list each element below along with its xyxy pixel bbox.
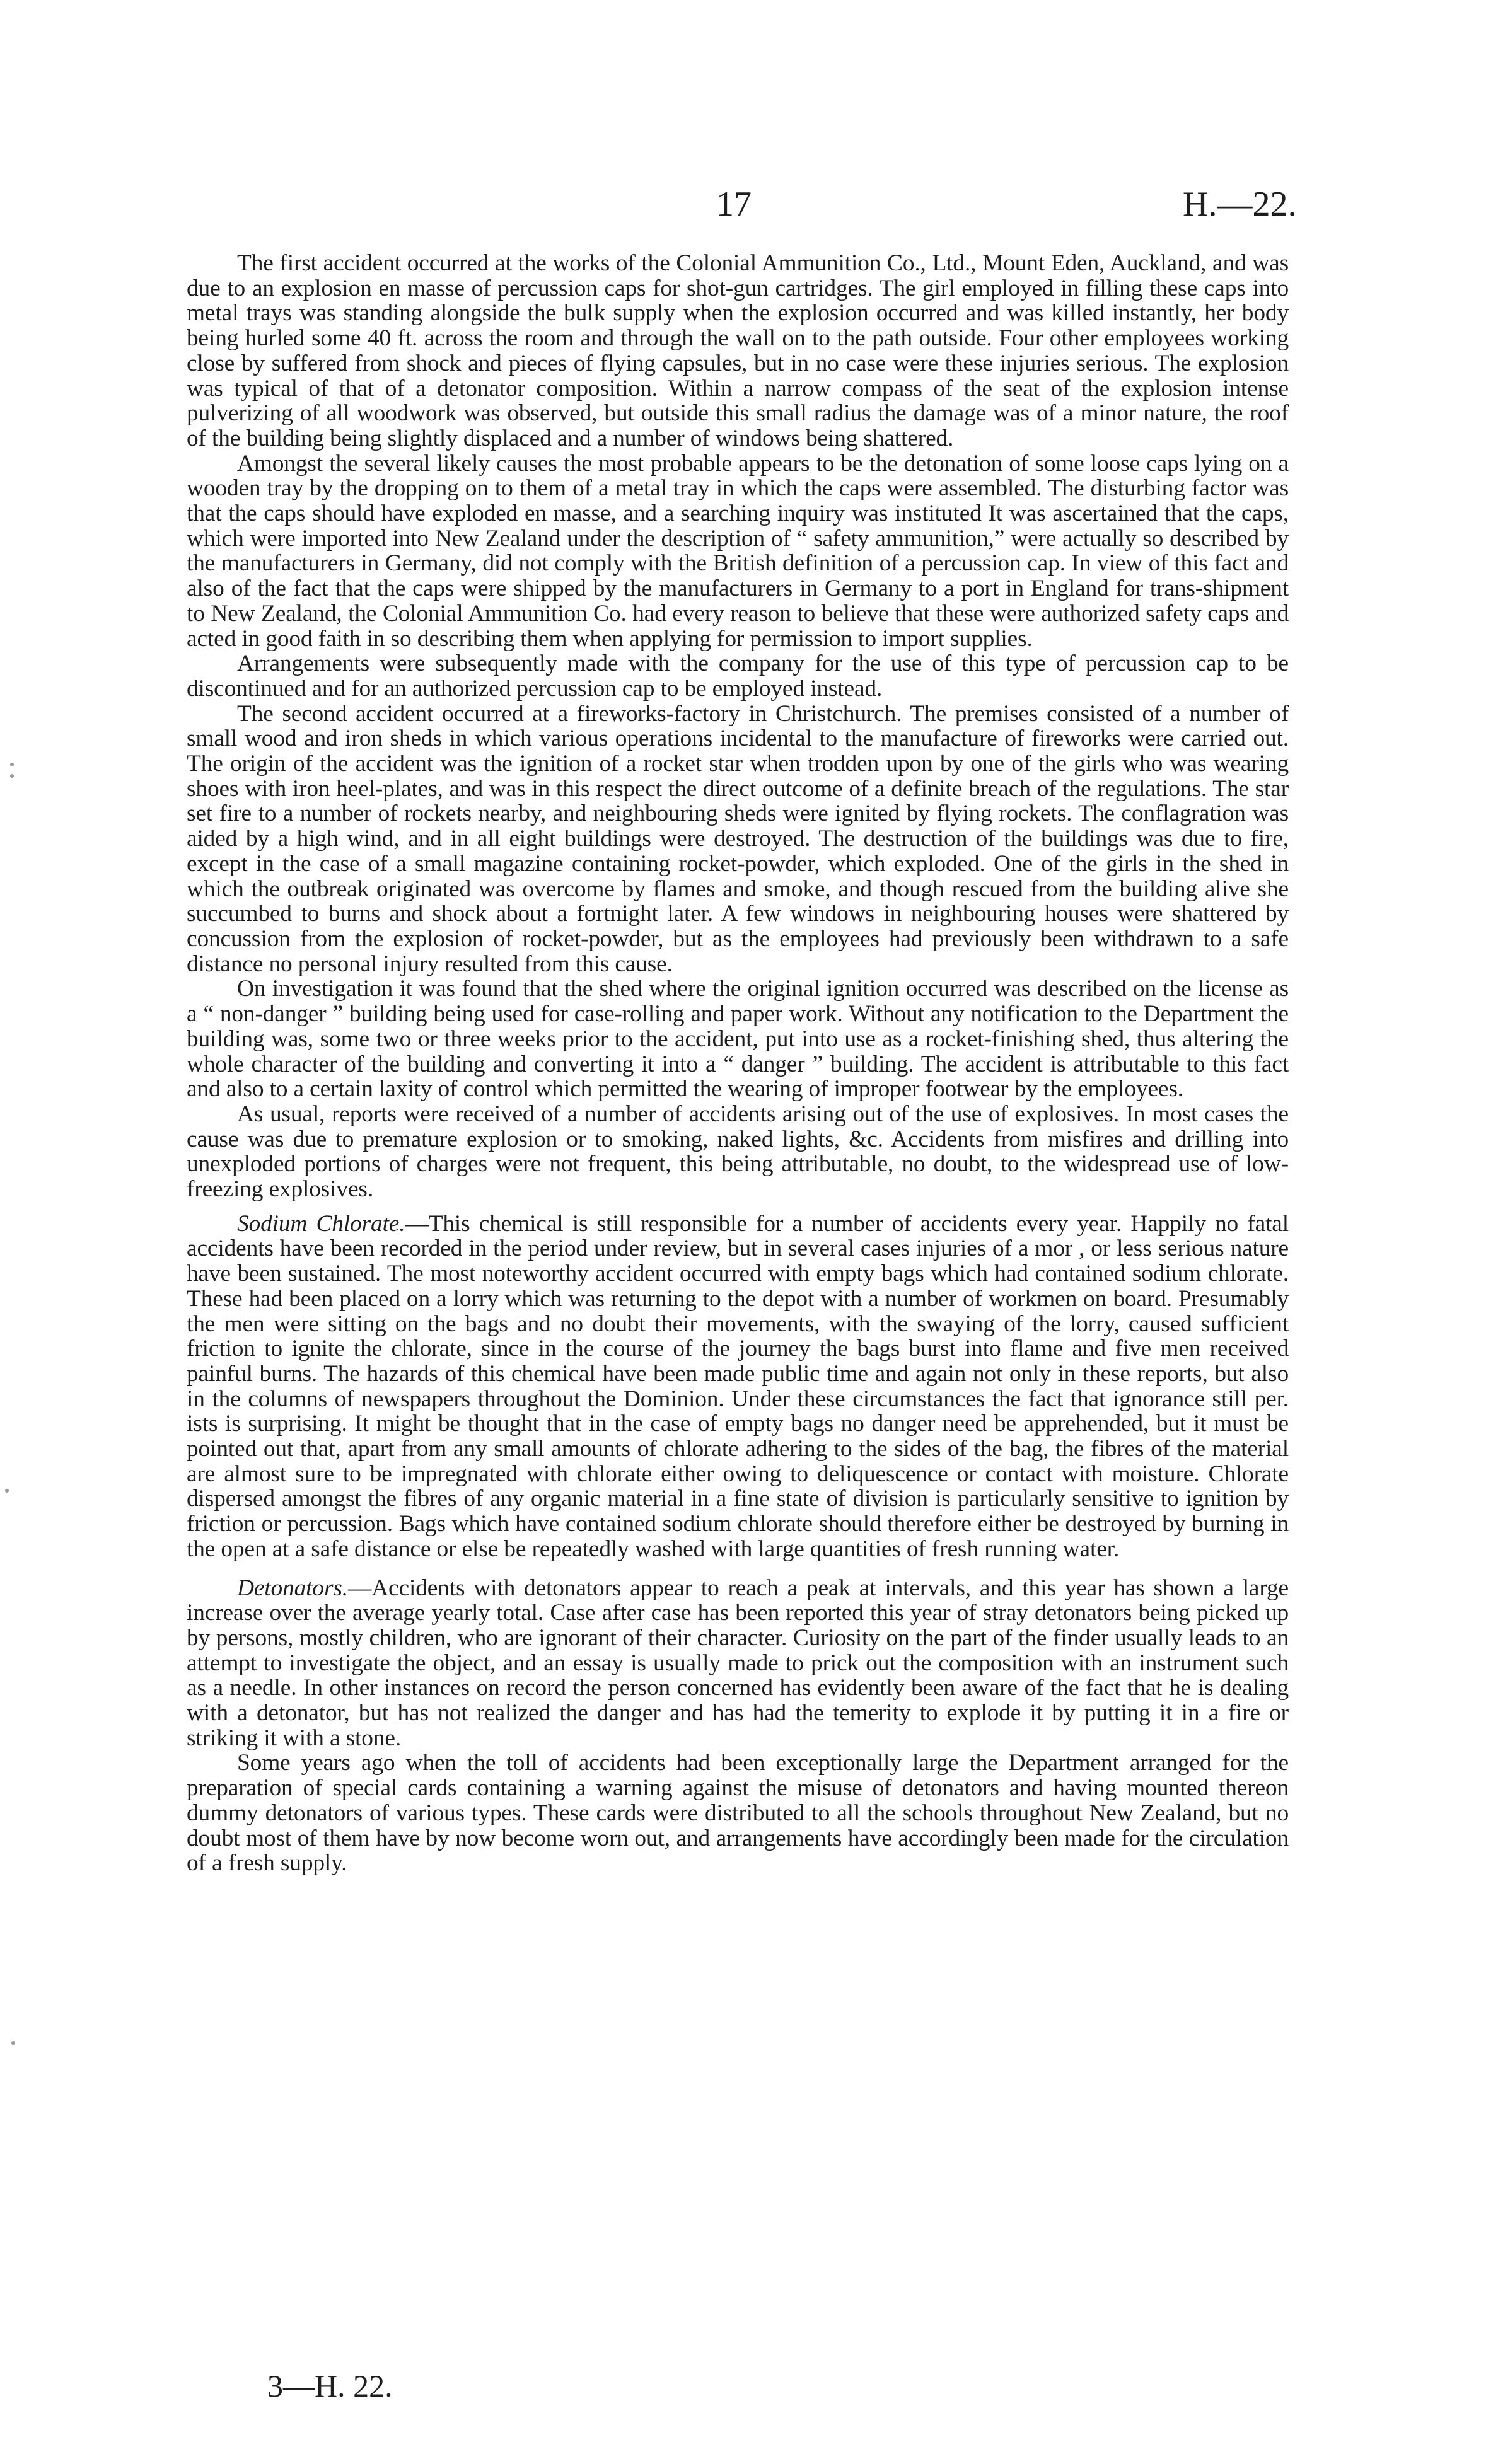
paragraph-detonators bbox=[187, 1576, 1289, 1751]
paragraph-arrangements: Arrangements were subsequently made with the company for the use of this type of percussion cap to be discontinued and for an authorized percussion cap to be employed instead. bbox=[187, 651, 1289, 702]
scan-speck bbox=[5, 1489, 9, 1493]
page-number: 17 bbox=[716, 185, 752, 224]
paragraph-likely-causes: Amongst the several likely causes the most probable appears to be the detonation of some loose caps lying on a wooden tray by the dropping on to them of a metal tray in which the caps were assembled. The disturbing factor was that the caps should have exploded en masse, and a searching inquiry was instituted It was ascertained that the caps, which were imported into New Zealand under the description of “ safety ammunition,” were actually so described by the manufacturers in Germany, did not comply with the British definition of a percussion cap. In view of this fact and also of the fact that the caps were shipped by the manufacturers in Germany to a port in England for trans-shipment to New Zealand, the Colonial Ammunition Co. had every reason to believe that these were authorized safety caps and acted in good faith in so describing them when applying for permission to import supplies. bbox=[187, 450, 1289, 652]
scan-speck bbox=[10, 763, 14, 766]
paragraph-investigation: On investigation it was found that the shed where the original ignition occurred was described on the license as a “ non-danger ” building being used for case-rolling and paper work. Without any notification to the Department the building was, some two or three weeks prior to the accident, put into use as a rocket-finishing shed, thus altering the whole character of the building and converting it into a “ danger ” building. The accident is attributable to this fact and also to a certain laxity of control which permitted the wearing of improper footwear by the employees. bbox=[187, 976, 1289, 1102]
sheet-signature: 3—H. 22. bbox=[267, 2368, 393, 2403]
scan-speck bbox=[10, 774, 14, 778]
body-text bbox=[187, 251, 1289, 1876]
paragraph-sodium-chlorate bbox=[187, 1212, 1289, 1562]
paragraph-warning-cards: Some years ago when the toll of accidents had been exceptionally large the Department arranged for the preparation of special cards containing a warning against the misuse of detonators and having mounted thereon dummy detonators of various types. These cards were distributed to all the schools throughout New Zealand, but no doubt most of them have by now become worn out, and arrangements have accordingly been made for the circulation of a fresh supply. bbox=[187, 1750, 1289, 1877]
paragraph-second-accident: The second accident occurred at a fireworks-factory in Christchurch. The premises consisted of a number of small wood and iron sheds in which various operations incidental to the manufacture of fireworks were carried out. The origin of the accident was the ignition of a rocket star when trodden upon by one of the girls who was wearing shoes with iron heel-plates, and was in this respect the direct outcome of a definite breach of the regulations. The star set fire to a number of rockets nearby, and neighbouring sheds were ignited by flying rockets. The conflagration was aided by a high wind, and in all eight buildings were destroyed. The destruction of the buildings was due to fire, except in the case of a small magazine containing rocket-powder, which exploded. One of the girls in the shed in which the outbreak originated was overcome by flames and smoke, and though rescued from the building alive she succumbed to burns and shock about a fortnight later. A few windows in neighbouring houses were shattered by concussion from the explosion of rocket-powder, but as the employees had previously been withdrawn to a safe distance no personal injury resulted from this cause. bbox=[187, 700, 1289, 977]
paragraph-usual-reports: As usual, reports were received of a number of accidents arising out of the use of explosives. In most cases the cause was due to premature explosion or to smoking, naked lights, &c. Accidents from misfires and drilling into unexploded portions of charges were not frequent, this being attributable, no doubt, to the widespread use of low-freezing explosives. bbox=[187, 1101, 1289, 1203]
sodium-chlorate-text: —This chemical is still responsible for a number of accidents every year. Happily no fatal accidents have been recorded in the period under review, but in several cases injuries of a mor , or less serious nature have been sustained. The most noteworthy accident occurred with empty bags which had contained sodium chlorate. These had been placed on a lorry which was returning to the depot with a number of workmen on board. Presumably the men were sitting on the bags and no doubt their movements, with the swaying of the lorry, caused sufficient friction to ignite the chlorate, since in the course of the journey the bags burst into flame and five men received painful burns. The hazards of this chemical have been made public time and again not only in these reports, but also in the columns of newspapers throughout the Dominion. Under these circumstances the fact that ignorance still per. ists is surprising. It might be thought that in the case of empty bags no danger need be apprehended, but it must be pointed out that, apart from any small amounts of chlorate adhering to the sides of the bag, the fibres of the material are almost sure to be impregnated with chlorate either owing to deliquescence or contact with moisture. Chlorate dispersed amongst the fibres of any organic material in a fine state of division is particularly sensitive to ignition by friction or percussion. Bags which have contained sodium chlorate should therefore either be destroyed by burning in the open at a safe distance or else be repeatedly washed with large quantities of fresh running water. bbox=[187, 1210, 1289, 1562]
detonators-heading: Detonators. bbox=[237, 1575, 348, 1601]
sodium-chlorate-heading: Sodium Chlorate. bbox=[237, 1210, 405, 1237]
detonators-text: —Accidents with detonators appear to reach a peak at intervals, and this year has shown a large increase over the average yearly total. Case after case has been reported this year of stray detonators being picked up by persons, mostly children, who are ignorant of their character. Curiosity on the part of the finder usually leads to an attempt to investigate the object, and an essay is usually made to prick out the composition with an instrument such as a needle. In other instances on record the person concerned has evidently been aware of the fact that he is dealing with a detonator, but has not realized the danger and has had the temerity to explode it by putting it in a fire or striking it with a stone. bbox=[187, 1575, 1289, 1751]
paragraph-first-accident: The first accident occurred at the works of the Colonial Ammunition Co., Ltd., Mount Eden, Auckland, and was due to an explosion en masse of percussion caps for shot-gun cartridges. The girl employed in filling these caps into metal trays was standing alongside the bulk supply when the explosion occurred and was killed instantly, her body being hurled some 40 ft. across the room and through the wall on to the path outside. Four other employees working close by suffered from shock and pieces of flying capsules, but in no case were these injuries serious. The explosion was typical of that of a detonator composition. Within a narrow compass of the seat of the explosion intense pulverizing of all woodwork was observed, but outside this small radius the damage was of a minor nature, the roof of the building being slightly displaced and a number of windows being shattered. bbox=[187, 250, 1289, 451]
scan-speck bbox=[11, 2041, 15, 2045]
report-code: H.—22. bbox=[1183, 185, 1297, 224]
